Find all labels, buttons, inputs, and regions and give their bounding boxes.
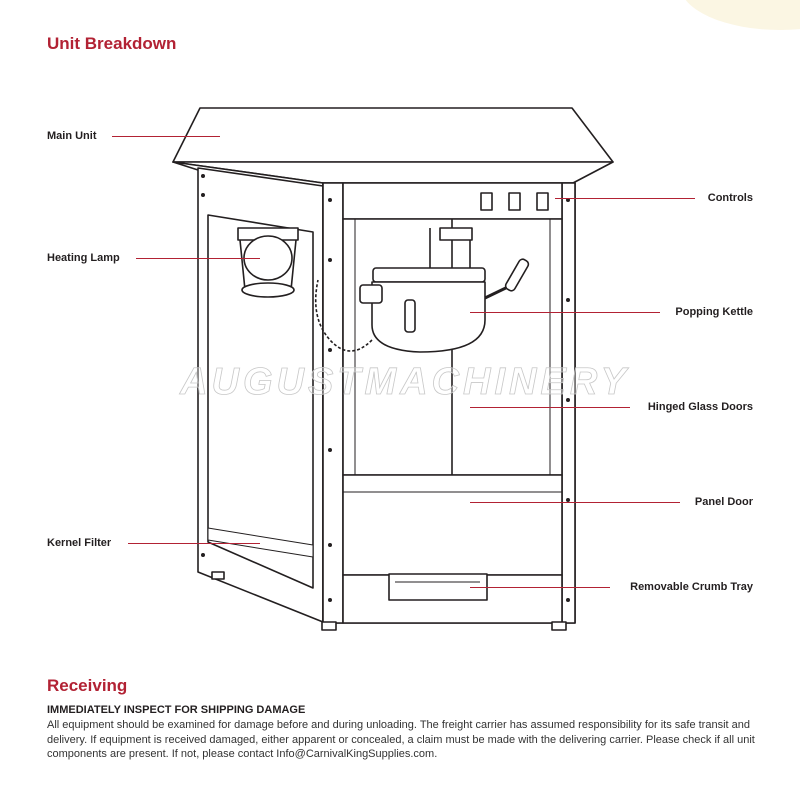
leader-hinged-glass-doors <box>470 407 630 408</box>
label-hinged-glass-doors: Hinged Glass Doors <box>647 401 753 413</box>
control-strip <box>343 183 562 219</box>
foot-front-right <box>552 622 566 630</box>
leader-removable-crumb-tray <box>470 587 610 588</box>
receiving-subtitle: IMMEDIATELY INSPECT FOR SHIPPING DAMAGE <box>47 704 306 716</box>
label-main-unit: Main Unit <box>47 130 97 142</box>
front-right-post <box>562 183 575 623</box>
kettle-body <box>372 282 485 352</box>
leader-main-unit <box>112 136 220 137</box>
label-popping-kettle: Popping Kettle <box>675 306 753 318</box>
label-controls: Controls <box>707 192 753 204</box>
kettle-lid <box>373 268 485 282</box>
section-title-receiving: Receiving <box>47 676 128 695</box>
front-left-post <box>323 183 343 623</box>
receiving-body: All equipment should be examined for damage before and during unloading. The freight carrier has assumed responsibility for its safe transit and delivery. If equipment is received damaged, either apparent or concealed, a claim must be made with the delivering carrier. Please check if all unit components are present. If not, please contact Info@CarnivalKingSupplies.com. <box>47 719 755 760</box>
label-kernel-filter: Kernel Filter <box>47 537 112 549</box>
leader-kernel-filter <box>128 543 260 544</box>
switch-2 <box>509 193 520 210</box>
switch-1 <box>481 193 492 210</box>
foot-back-left <box>212 572 224 579</box>
canopy-top <box>173 108 613 162</box>
label-heating-lamp: Heating Lamp <box>47 252 120 264</box>
watermark: AUGUSTMACHINERY <box>180 361 630 403</box>
section-title-unit-breakdown: Unit Breakdown <box>47 34 177 53</box>
label-panel-door: Panel Door <box>694 496 753 508</box>
leader-heating-lamp <box>136 258 260 259</box>
leader-controls <box>555 198 695 199</box>
leader-popping-kettle <box>470 312 660 313</box>
foot-front-left <box>322 622 336 630</box>
panel-door <box>343 475 562 575</box>
label-removable-crumb-tray: Removable Crumb Tray <box>630 581 753 593</box>
leader-panel-door <box>470 502 680 503</box>
switch-3 <box>537 193 548 210</box>
